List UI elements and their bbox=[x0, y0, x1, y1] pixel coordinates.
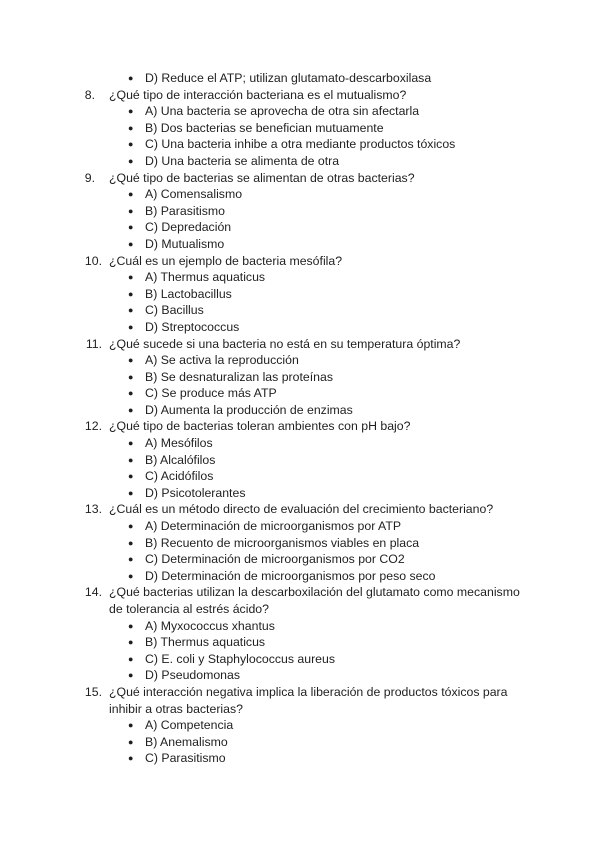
question bbox=[0, 418, 600, 435]
answer-option bbox=[0, 452, 600, 469]
answer-option bbox=[0, 186, 600, 203]
option-text: D) Determinación de microorganismos por peso seco bbox=[145, 568, 436, 583]
option-text: C) Determinación de microorganismos por CO2 bbox=[145, 552, 405, 567]
bullet-icon: ● bbox=[128, 736, 134, 747]
answer-option bbox=[0, 203, 600, 220]
question-number: 12. bbox=[84, 419, 102, 434]
bullet-icon: ● bbox=[128, 205, 134, 216]
bullet-icon: ● bbox=[128, 122, 134, 133]
answer-option bbox=[0, 435, 600, 452]
question bbox=[0, 170, 600, 187]
option-text: C) E. coli y Staphylococcus aureus bbox=[145, 651, 336, 666]
question-number: 13. bbox=[84, 502, 102, 517]
answer-option bbox=[0, 717, 600, 734]
answer-option bbox=[0, 485, 600, 502]
answer-option bbox=[0, 286, 600, 303]
answer-option bbox=[0, 468, 600, 485]
answer-option bbox=[0, 319, 600, 336]
option-text: D) Reduce el ATP; utilizan glutamato-descarboxilasa bbox=[145, 71, 432, 85]
question-number: 14. bbox=[84, 585, 102, 600]
option-text: A) Competencia bbox=[145, 718, 234, 733]
bullet-icon: ● bbox=[128, 670, 134, 681]
question bbox=[0, 336, 600, 353]
option-text: B) Anemalismo bbox=[145, 734, 228, 749]
question-number: 8. bbox=[84, 87, 95, 102]
bullet-icon: ● bbox=[128, 305, 134, 316]
answer-option bbox=[0, 651, 600, 668]
question bbox=[0, 584, 600, 601]
question-list bbox=[0, 70, 600, 767]
question-number: 9. bbox=[84, 170, 95, 185]
option-text: A) Thermus aquaticus bbox=[145, 270, 266, 285]
option-text: A) Comensalismo bbox=[145, 187, 243, 202]
question-number: 11. bbox=[85, 336, 102, 351]
question-text: ¿Cuál es un método directo de evaluación del crecimiento bacteriano? bbox=[109, 502, 494, 517]
answer-option bbox=[0, 269, 600, 286]
answer-option bbox=[0, 120, 600, 137]
bullet-icon: ● bbox=[128, 438, 134, 449]
question-text: ¿Qué interacción negativa implica la liberación de productos tóxicos para bbox=[109, 684, 508, 699]
bullet-icon: ● bbox=[128, 537, 134, 548]
option-text: C) Acidófilos bbox=[145, 469, 214, 484]
bullet-icon: ● bbox=[128, 653, 134, 664]
option-text: B) Se desnaturalizan las proteínas bbox=[145, 369, 333, 384]
bullet-icon: ● bbox=[128, 106, 134, 117]
answer-option bbox=[0, 551, 600, 568]
bullet-icon: ● bbox=[128, 355, 134, 366]
bullet-icon: ● bbox=[128, 471, 134, 482]
answer-option bbox=[0, 236, 600, 253]
bullet-icon: ● bbox=[128, 139, 134, 150]
option-text: B) Thermus aquaticus bbox=[145, 635, 266, 650]
bullet-icon: ● bbox=[128, 371, 134, 382]
answer-option bbox=[0, 750, 600, 767]
answer-option bbox=[0, 153, 600, 170]
answer-option bbox=[0, 103, 600, 120]
bullet-icon: ● bbox=[128, 73, 134, 83]
option-text: A) Determinación de microorganismos por ATP bbox=[145, 519, 402, 534]
question-number: 10. bbox=[84, 253, 102, 268]
answer-option bbox=[0, 302, 600, 319]
bullet-icon: ● bbox=[128, 487, 134, 498]
bullet-icon: ● bbox=[128, 404, 134, 415]
bullet-icon: ● bbox=[128, 189, 134, 200]
option-text: B) Dos bacterias se benefician mutuamente bbox=[145, 120, 384, 135]
option-text: C) Una bacteria inhibe a otra mediante productos tóxicos bbox=[145, 137, 456, 152]
question-text: ¿Qué sucede si una bacteria no está en su temperatura óptima? bbox=[109, 336, 461, 351]
option-text: D) Aumenta la producción de enzimas bbox=[145, 402, 353, 417]
option-text: C) Bacillus bbox=[145, 303, 204, 318]
bullet-icon: ● bbox=[128, 155, 134, 166]
question-text: ¿Qué tipo de bacterias toleran ambientes con pH bajo? bbox=[109, 419, 411, 434]
option-text: D) Pseudomonas bbox=[145, 668, 241, 683]
answer-option bbox=[0, 618, 600, 635]
answer-option bbox=[0, 518, 600, 535]
bullet-icon: ● bbox=[128, 521, 134, 532]
answer-option bbox=[0, 385, 600, 402]
bullet-icon: ● bbox=[128, 554, 134, 565]
bullet-icon: ● bbox=[128, 272, 134, 283]
bullet-icon: ● bbox=[128, 620, 134, 631]
bullet-icon: ● bbox=[128, 570, 134, 581]
answer-option bbox=[0, 136, 600, 153]
option-text: B) Lactobacillus bbox=[145, 286, 232, 301]
option-text: C) Parasitismo bbox=[145, 751, 226, 766]
bullet-icon: ● bbox=[128, 288, 134, 299]
answer-option bbox=[0, 568, 600, 585]
answer-option bbox=[0, 70, 600, 87]
question-text: ¿Qué tipo de interacción bacteriana es el mutualismo? bbox=[109, 87, 407, 102]
question bbox=[0, 253, 600, 270]
bullet-icon: ● bbox=[128, 388, 134, 399]
question-text: ¿Qué bacterias utilizan la descarboxilación del glutamato como mecanismo bbox=[109, 585, 520, 600]
option-text: C) Depredación bbox=[145, 220, 232, 235]
bullet-icon: ● bbox=[128, 637, 134, 648]
question-text: ¿Cuál es un ejemplo de bacteria mesófila? bbox=[109, 253, 343, 268]
question bbox=[0, 684, 600, 701]
answer-option bbox=[0, 634, 600, 651]
question-continuation bbox=[0, 601, 600, 618]
question-number: 15. bbox=[84, 684, 102, 699]
option-text: B) Recuento de microorganismos viables en placa bbox=[145, 535, 420, 550]
option-text: D) Psicotolerantes bbox=[145, 485, 246, 500]
question bbox=[0, 87, 600, 104]
question-text: ¿Qué tipo de bacterias se alimentan de otras bacterias? bbox=[109, 170, 415, 185]
option-text: B) Parasitismo bbox=[145, 203, 225, 218]
bullet-icon: ● bbox=[128, 238, 134, 249]
answer-option bbox=[0, 667, 600, 684]
option-text: B) Alcalófilos bbox=[145, 452, 216, 467]
option-text: A) Myxococcus xhantus bbox=[145, 618, 275, 633]
bullet-icon: ● bbox=[128, 454, 134, 465]
answer-option bbox=[0, 535, 600, 552]
option-text: A) Una bacteria se aprovecha de otra sin afectarla bbox=[145, 104, 420, 119]
answer-option bbox=[0, 402, 600, 419]
bullet-icon: ● bbox=[128, 720, 134, 731]
option-text: A) Mesófilos bbox=[145, 436, 213, 451]
option-text: D) Una bacteria se alimenta de otra bbox=[145, 153, 340, 168]
answer-option bbox=[0, 734, 600, 751]
option-text: A) Se activa la reproducción bbox=[145, 353, 299, 368]
option-text: D) Mutualismo bbox=[145, 236, 225, 251]
option-text: C) Se produce más ATP bbox=[145, 386, 277, 401]
question-continuation bbox=[0, 701, 600, 718]
answer-option bbox=[0, 369, 600, 386]
question bbox=[0, 501, 600, 518]
bullet-icon: ● bbox=[128, 222, 134, 233]
answer-option bbox=[0, 219, 600, 236]
bullet-icon: ● bbox=[128, 753, 134, 764]
option-text: D) Streptococcus bbox=[145, 319, 240, 334]
bullet-icon: ● bbox=[128, 321, 134, 332]
answer-option bbox=[0, 352, 600, 369]
question-text: de tolerancia al estrés ácido? bbox=[109, 602, 269, 616]
question-text: inhibir a otras bacterias? bbox=[109, 701, 243, 716]
